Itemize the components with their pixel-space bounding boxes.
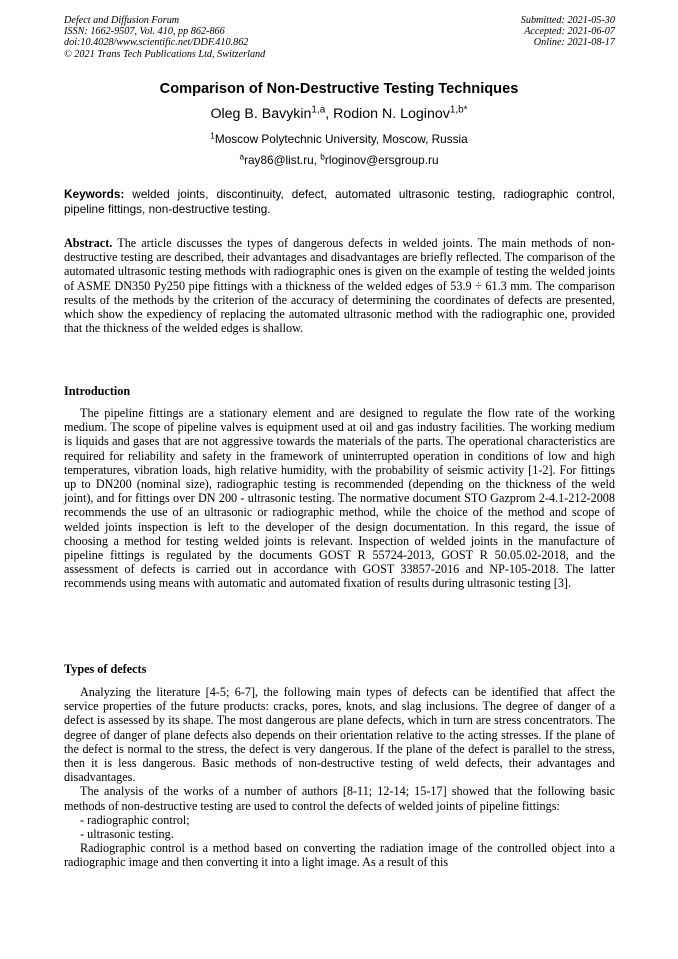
author-line <box>0 106 678 122</box>
journal-doi: doi:10.4028/www.scientific.net/DDF.410.862 <box>64 37 249 49</box>
date-online: Online: 2021-08-17 <box>533 37 615 49</box>
journal-info <box>64 15 265 60</box>
abstract-label: Abstract. <box>64 236 113 250</box>
author-emails <box>0 153 678 167</box>
email-a-mark: a <box>239 152 245 162</box>
defects-paragraph-3: Radiographic control is a method based on converting the radiation image of the controlled object into a radiographic image and then converting it into a light image. As a result of this <box>64 841 615 870</box>
journal-issn: ISSN: 1662-9507, Vol. 410, pp 862-866 <box>64 26 225 38</box>
date-submitted: Submitted: 2021-05-30 <box>520 15 615 26</box>
abstract-text: The article discusses the types of dangerous defects in welded joints. The main methods of non-destructive testing are described, their advantages and disadvantages are briefly reflected. The comparison of the automated ultrasonic testing methods with radiographic ones is given on the example of testing the welded joints of ASME DN350 Py250 pipe fittings with a thickness of the welded edges of 53.9 ÷ 61.3 mm. The comparison results of the methods by the criterion of the accuracy of determining the coordinates of defects are presented, which show the expediency of replacing the automated ultrasonic method with the radiographic one, provided that the thickness of the welded edges is shallow. <box>64 236 615 336</box>
keywords-text: welded joints, discontinuity, defect, automated ultrasonic testing, radiographic control, pipeline fittings, non-destructive testing. <box>64 187 615 216</box>
email-a: ray86@list.ru <box>244 153 314 167</box>
keywords <box>64 187 615 217</box>
defects-paragraph-1: Analyzing the literature [4-5; 6-7], the following main types of defects can be identified that affect the service properties of the future products: cracks, pores, knots, and slag inclusions. The degree of danger of a defect is assessed by its shape. The most dangerous are plane defects, which in turn are stress concentrators. The degree of danger of plane defects also depends on their orientation relative to the acting stresses. If the plane of the defect is normal to the stress, the defect is very dangerous. If the plane of the defect is parallel to the stress, then it is less dangerous. Basic methods of non-destructive testing of weld defects, their advantages and disadvantages. <box>64 685 615 785</box>
journal-copyright: © 2021 Trans Tech Publications Ltd, Switzerland <box>64 48 266 60</box>
defects-paragraph-2: The analysis of the works of a number of authors [8-11; 12-14; 15-17] showed that the following basic methods of non-destructive testing are used to control the defects of welded joints of pipeline fittings: <box>64 784 615 813</box>
keywords-label: Keywords: <box>64 187 125 201</box>
publication-dates <box>521 15 615 49</box>
journal-name: Defect and Diffusion Forum <box>64 15 180 26</box>
paper-title: Comparison of Non-Destructive Testing Techniques <box>159 81 519 97</box>
abstract <box>64 236 615 335</box>
email-b: rloginov@ersgroup.ru <box>324 153 439 167</box>
date-accepted: Accepted: 2021-06-07 <box>524 26 615 38</box>
author-2: Rodion N. Loginov <box>333 106 450 122</box>
section-heading-types-of-defects: Types of defects <box>64 662 147 676</box>
author-2-affiliation-mark: 1,b* <box>449 104 468 116</box>
author-1-affiliation-mark: 1,a <box>311 104 326 116</box>
author-separator: , <box>325 106 334 122</box>
types-of-defects-section <box>64 685 615 870</box>
email-b-mark: b <box>320 152 325 162</box>
list-item-radiographic: - radiographic control; <box>80 812 190 827</box>
list-item-ultrasonic: - ultrasonic testing. <box>80 827 174 842</box>
affiliation <box>0 132 678 146</box>
author-1: Oleg B. Bavykin <box>210 106 312 122</box>
affiliation-mark: 1 <box>210 131 215 141</box>
section-heading-introduction: Introduction <box>64 384 131 398</box>
introduction-section <box>64 406 615 591</box>
introduction-paragraph: The pipeline fittings are a stationary element and are designed to regulate the flow rate of the working medium. The scope of pipeline valves is equipment used at oil and gas industry facilities. The working medium is liquids and gases that are not aggressive towards the materials of the parts. The operational characteristics are required for reliability and safety in the framework of uninterrupted operation in conditions of low and high temperatures, vibration loads, high relative humidity, with the probability of seismic activity [1-2]. For fittings up to DN200 (nominal size), radiographic testing is recommended (depending on the thickness of the weld joint), and for fittings over DN 200 - ultrasonic testing. The normative document STO Gazprom 2-4.1-212-2008 recommends the use of an ultrasonic or radiographic method, while the choice of the method and scope of welded joints inspection is left to the developer of the design documentation. In this regard, the issue of choosing a method for testing welded joints is relevant. Inspection of welded joints in the manufacture of pipeline fittings is regulated by the documents GOST R 55724-2013, GOST R 50.05.02-2018, and the assessment of defects is carried out in accordance with GOST 33857-2016 and NP-105-2018. The latter recommends using means with automatic and automated fixation of results during ultrasonic testing [3]. <box>64 406 615 591</box>
affiliation-text: Moscow Polytechnic University, Moscow, Russia <box>214 132 468 146</box>
email-separator: , <box>313 153 321 167</box>
